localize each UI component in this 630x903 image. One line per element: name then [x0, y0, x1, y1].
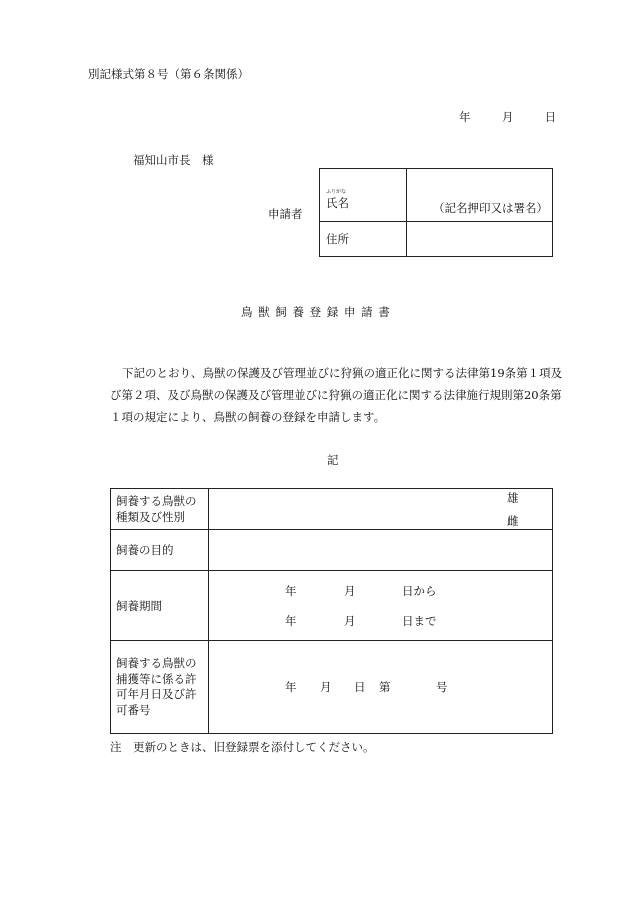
date-day: 日 [544, 110, 557, 124]
name-label: 氏名 [326, 196, 349, 210]
species-label-1: 飼養する鳥獣の [116, 494, 197, 508]
date-year: 年 [459, 110, 471, 124]
permit-label-4: 可番号 [116, 702, 151, 717]
address-label-cell [320, 222, 407, 257]
ki-heading: 記 [327, 453, 339, 467]
period-from-suffix: 日から [402, 584, 437, 598]
period-to-suffix: 日まで [402, 614, 437, 628]
name-label-cell [320, 169, 407, 222]
details-table [110, 488, 553, 734]
permit-go: 号 [436, 680, 448, 694]
permit-dai: 第 [379, 680, 391, 694]
permit-label-3: 可年月日及び許 [116, 687, 197, 701]
name-field[interactable] [407, 169, 553, 222]
permit-field[interactable] [209, 641, 553, 734]
species-label-cell [111, 489, 209, 530]
period-label: 飼養期間 [116, 598, 162, 613]
body-line-2: び第２項、及び鳥獣の保護及び管理並びに狩猟の適正化に関する法律施行規則第20条第 [110, 388, 562, 402]
document-title: 鳥 獣 飼 養 登 録 申 請 書 [241, 305, 391, 319]
permit-label-cell [111, 641, 209, 734]
period-label-cell [111, 571, 209, 641]
applicant-label: 申請者 [268, 207, 303, 221]
purpose-label-cell [111, 530, 209, 571]
address-label: 住所 [326, 232, 349, 246]
date-month: 月 [501, 110, 514, 124]
period-to-month: 月 [344, 614, 356, 628]
purpose-field[interactable] [209, 530, 553, 571]
permit-label-2: 捕獲等に係る許 [116, 671, 197, 686]
period-from-month: 月 [344, 584, 356, 598]
period-field[interactable] [209, 571, 553, 641]
permit-year: 年 [285, 680, 297, 694]
applicant-table [319, 168, 553, 257]
permit-month: 月 [320, 680, 332, 694]
permit-label-1: 飼養する鳥獣の [116, 656, 197, 670]
date-line [459, 109, 556, 125]
male-label: 雄 [507, 491, 519, 505]
body-line-1: 下記のとおり、鳥獣の保護及び管理並びに狩猟の適正化に関する法律第19条第１項及 [122, 366, 563, 380]
period-to-year: 年 [285, 614, 297, 628]
addressee: 福知山市長 様 [133, 153, 214, 167]
permit-day: 日 [354, 680, 366, 694]
name-ruby: ふりがな [326, 189, 347, 195]
species-label-2: 種類及び性別 [116, 510, 185, 524]
female-label: 雌 [507, 514, 519, 528]
address-field[interactable] [407, 222, 553, 257]
period-from-year: 年 [285, 584, 297, 598]
form-number: 別記様式第８号（第６条関係） [88, 67, 249, 81]
purpose-label: 飼養の目的 [116, 543, 174, 557]
sign-note: （記名押印又は署名） [433, 201, 548, 215]
species-field[interactable] [209, 489, 553, 530]
footnote: 注 更新のときは、旧登録票を添付してください。 [110, 740, 375, 754]
body-line-3: １項の規定により、鳥獣の飼養の登録を申請します。 [110, 410, 386, 424]
